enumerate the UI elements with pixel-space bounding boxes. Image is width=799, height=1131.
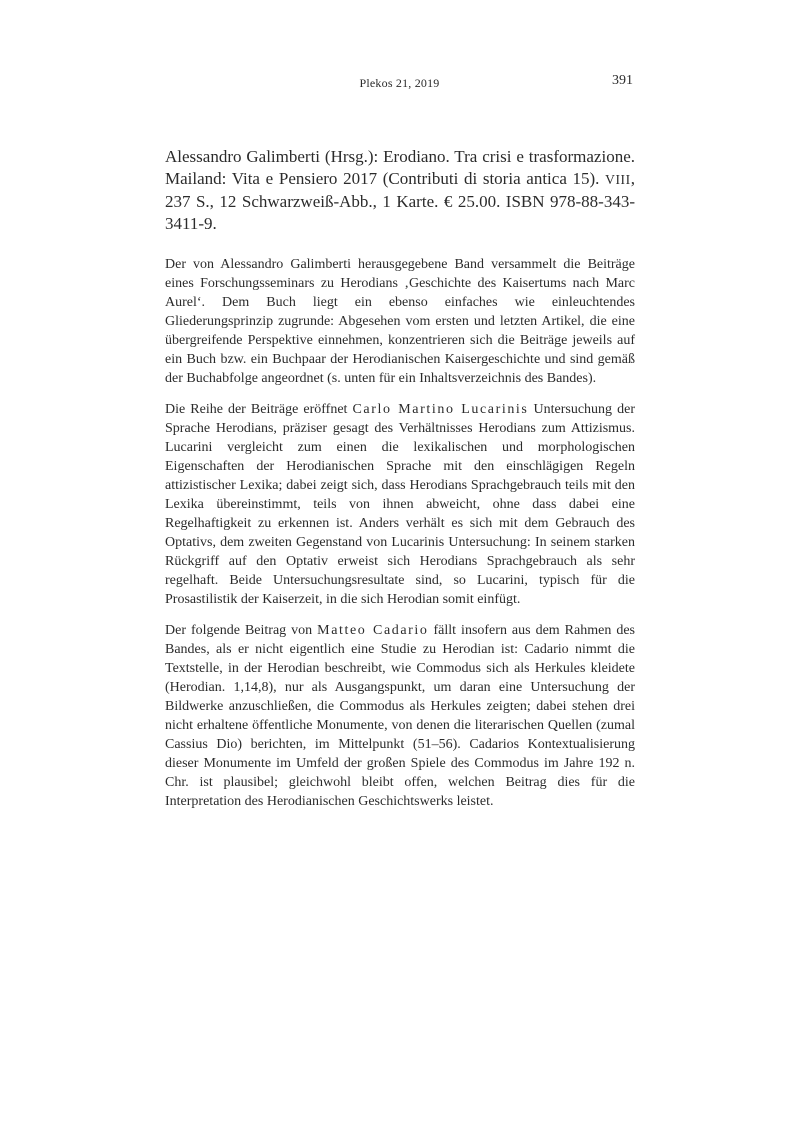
review-body bbox=[165, 146, 635, 823]
paragraph-2-text-b: Untersuchung der Sprache Herodians, präziser gesagt des Verhältnisses Herodians zum Attizismus. Lucarini vergleicht zum einen die lexikalischen und morphologischen Eigenschaften der Herodianischen Sprache mit den einschlägigen Regeln attizistischer Lexika; dabei zeigt sich, dass Herodians Sprachgebrauch teils mit den Lexika übereinstimmt, teils von ihnen abweicht, ohne dass dabei eine Regelhaftigkeit zu erkennen ist. Anders verhält es sich mit dem Gebrauch des Optativs, dem zweiten Gegenstand von Lucarinis Untersuchung: In seinem starken Rückgriff auf den Optativ erweist sich Herodians Sprachgebrauch als sehr regelhaft. Beide Untersuchungsresultate sind, so Lucarini, typisch für die Prosastilistik der Kaiserzeit, in die sich Herodian somit einfügt. bbox=[165, 402, 635, 607]
journal-info: Plekos 21, 2019 bbox=[359, 76, 440, 90]
paragraph-2 bbox=[165, 400, 635, 609]
paragraph-2-text-a: Die Reihe der Beiträge eröffnet bbox=[165, 402, 353, 417]
review-bibliographic-heading bbox=[165, 146, 635, 235]
paragraph-3 bbox=[165, 621, 635, 811]
author-name-cadario: Matteo Cadario bbox=[317, 623, 429, 638]
paragraph-3-text-a: Der folgende Beitrag von bbox=[165, 623, 318, 638]
paragraph-1: Der von Alessandro Galimberti herausgegebene Band versammelt die Beiträge eines Forschungsseminars zu Herodians ‚Geschichte des Kaisertums nach Marc Aurel‘. Dem Buch liegt ein ebenso einfaches wie einleuchtendes Gliederungsprinzip zugrunde: Abgesehen vom ersten und letzten Artikel, die eine übergreifende Perspektive einnehmen, konzentrieren sich die Beiträge jeweils auf ein Buch bzw. ein Buchpaar der Herodianischen Kaisergeschichte und sind gemäß der Buchabfolge angeordnet (s. unten für ein Inhaltsverzeichnis des Bandes). bbox=[165, 257, 635, 386]
heading-main: Alessandro Galimberti (Hrsg.): Erodiano. Tra crisi e trasformazione. Mailand: Vita e Pensiero 2017 (Contributi di storia antica 15). bbox=[165, 147, 635, 188]
running-head bbox=[0, 74, 799, 92]
author-name-lucarini: Carlo Martino Lucarinis bbox=[352, 402, 529, 417]
heading-roman-pages: VIII bbox=[605, 172, 631, 187]
heading-rest: , 237 S., 12 Schwarzweiß-Abb., 1 Karte. € 25.00. ISBN 978-88-343-3411-9. bbox=[165, 169, 635, 233]
paragraph-3-text-b: fällt insofern aus dem Rahmen des Bandes, als er nicht eigentlich eine Studie zu Herodian ist: Cadario nimmt die Textstelle, in der Herodian beschreibt, wie Commodus sich als Herkules kleidete (Herodian. 1,14,8), nur als Ausgangspunkt, um daran eine Untersuchung der Bildwerke anzuschließen, die Commodus als Herkules zeigten; dabei stehen drei nicht erhaltene öffentliche Monumente, von denen die literarischen Quellen (zumal Cassius Dio) berichten, im Mittelpunkt (51–56). Cadarios Kontextualisierung dieser Monumente im Umfeld der großen Spiele des Commodus im Jahre 192 n. Chr. ist plausibel; gleichwohl bleibt offen, welchen Beitrag dies für die Interpretation des Herodianischen Geschichtswerks leistet. bbox=[165, 623, 635, 809]
page-number: 391 bbox=[612, 73, 633, 88]
